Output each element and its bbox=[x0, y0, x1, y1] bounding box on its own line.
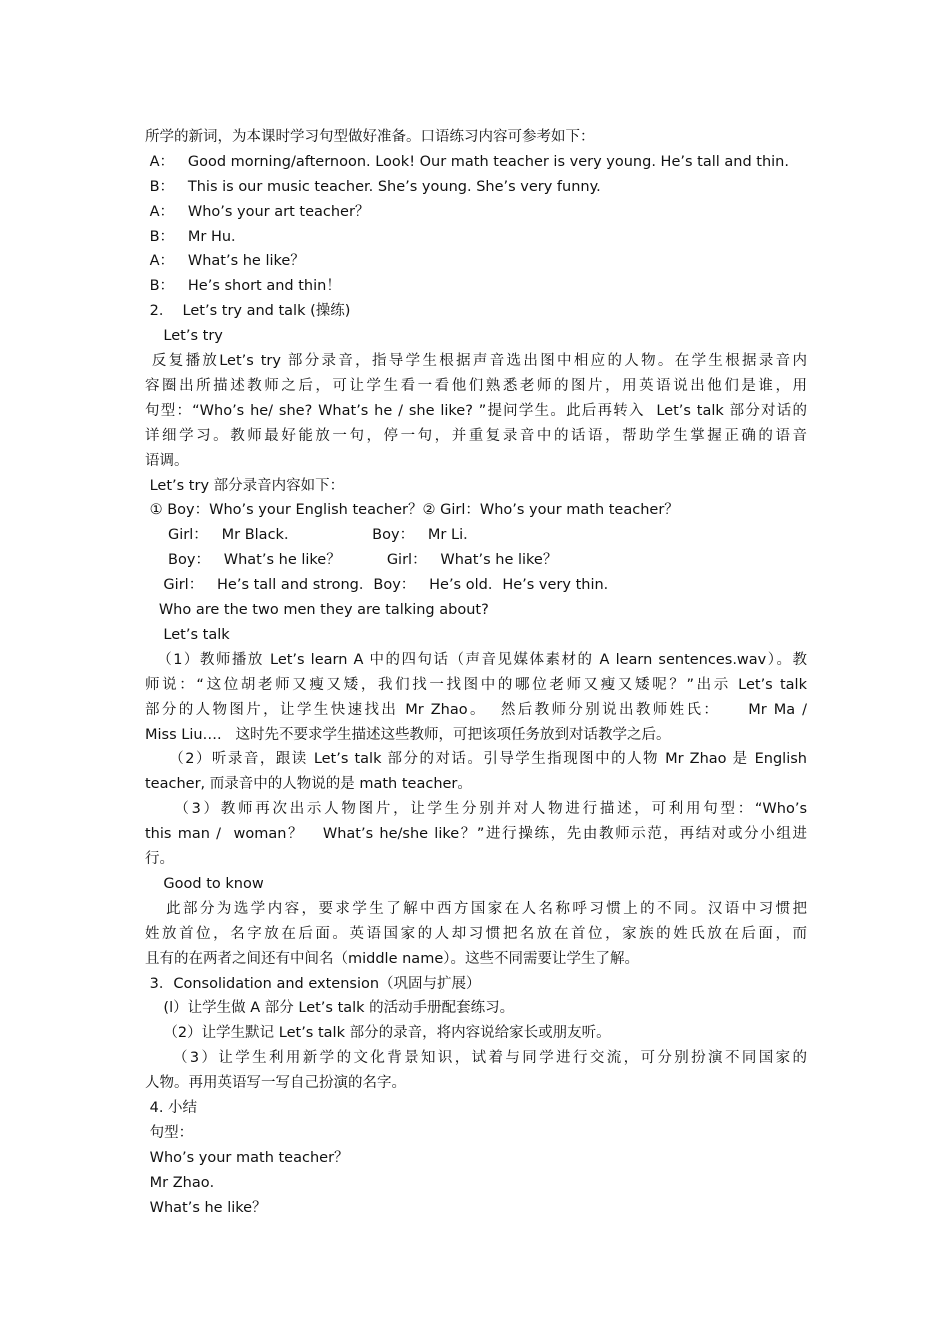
text-line: 语调。 bbox=[145, 452, 189, 469]
paragraph bbox=[145, 1046, 807, 1096]
text-line: 句型：“Who’s he/ she? What’s he / she like? ”提问学生。此后再转入 Let’s talk 部分对话的 bbox=[145, 402, 807, 419]
text-line: Miss Liu…. 这时先不要求学生描述这些教师，可把该项任务放到对话教学之后。 bbox=[145, 726, 671, 743]
paragraph bbox=[145, 797, 807, 872]
dialogue-line: B： This is our music teacher. She’s young. She’s very funny. bbox=[145, 178, 601, 195]
text-line: Who’s your math teacher？ bbox=[145, 1149, 349, 1166]
text-line: 容圈出所描述教师之后，可让学生看一看他们熟悉老师的图片，用英语说出他们是谁，用 bbox=[145, 377, 807, 394]
dialogue-line: B： He’s short and thin！ bbox=[145, 278, 341, 295]
text-line: 且有的在两者之间还有中间名（middle name）。这些不同需要让学生了解。 bbox=[145, 950, 639, 967]
text-line: 师说：“这位胡老师又瘦又矮，我们找一找图中的哪位老师又瘦又矮呢？”出示 Let’s talk bbox=[145, 676, 807, 693]
text-line: （2）让学生默记 Let’s talk 部分的录音，将内容说给家长或朋友听。 bbox=[145, 1025, 611, 1042]
text-line: 人物。再用英语写一写自己扮演的名字。 bbox=[145, 1075, 406, 1092]
dialogue-line: ① Boy：Who’s your English teacher？② Girl：Who’s your math teacher？ bbox=[145, 502, 679, 519]
text-line: teacher, 而录音中的人物说的是 math teacher。 bbox=[145, 776, 472, 793]
text-line: （1）教师播放 Let’s learn A 中的四句话（声音见媒体素材的 A learn sentences.wav）。教 bbox=[145, 651, 807, 668]
text-line: 部分的人物图片，让学生快速找出 Mr Zhao。 然后教师分别说出教师姓氏： Mr Ma / bbox=[145, 701, 807, 718]
text-line: Let’s try 部分录音内容如下： bbox=[145, 477, 345, 494]
text-line: 句型： bbox=[145, 1124, 194, 1141]
text-line: （3）教师再次出示人物图片，让学生分别并对人物进行描述，可利用句型：“Who’s bbox=[145, 801, 807, 818]
subsection-heading: Good to know bbox=[145, 875, 264, 892]
text-line: （2）听录音，跟读 Let’s talk 部分的对话。引导学生指现图中的人物 Mr Zhao 是 English bbox=[145, 751, 807, 768]
text-line: 所学的新词，为本课时学习句型做好准备。口语练习内容可参考如下： bbox=[145, 129, 595, 145]
paragraph bbox=[145, 747, 807, 797]
subsection-heading: Let’s talk bbox=[145, 626, 230, 643]
dialogue-line: Girl： He’s tall and strong．Boy： He’s old．He’s very thin． bbox=[145, 577, 619, 594]
paragraph bbox=[145, 349, 807, 474]
text-line: 行。 bbox=[145, 851, 174, 868]
text-line: this man / woman？ What’s he/she like？”进行操练，先由教师示范，再结对或分小组进 bbox=[145, 826, 807, 843]
dialogue-line: A： What’s he like？ bbox=[145, 253, 305, 270]
text-line: Who are the two men they are talking about? bbox=[145, 602, 489, 618]
dialogue-line: B： Mr Hu． bbox=[145, 228, 246, 245]
text-line: 反复播放Let’s try 部分录音，指导学生根据声音选出图中相应的人物。在学生根据录音内 bbox=[145, 353, 807, 370]
section-heading: 4. 小结 bbox=[145, 1100, 198, 1117]
section-heading: 3．Consolidation and extension（巩固与扩展） bbox=[145, 975, 481, 992]
text-line: Mr Zhao． bbox=[145, 1174, 225, 1191]
text-line: 姓放首位，名字放在后面。英语国家的人却习惯把名放在首位，家族的姓氏放在后面，而 bbox=[145, 925, 807, 942]
section-heading: 2． Let’s try and talk (操练) bbox=[145, 303, 351, 320]
text-line: What’s he like？ bbox=[145, 1199, 267, 1216]
dialogue-line: A： Who’s your art teacher？ bbox=[145, 203, 370, 220]
paragraph bbox=[145, 648, 807, 748]
text-line: 此部分为选学内容，要求学生了解中西方国家在人名称呼习惯上的不同。汉语中习惯把 bbox=[145, 900, 807, 917]
dialogue-line: Girl： Mr Black． Boy： Mr Li． bbox=[145, 527, 478, 544]
text-line: (l）让学生做 A 部分 Let’s talk 的活动手册配套练习。 bbox=[145, 1000, 515, 1017]
document-body bbox=[145, 125, 807, 1220]
dialogue-line: Boy： What’s he like？ Girl： What’s he like？ bbox=[145, 552, 558, 569]
dialogue-line: A： Good morning/afternoon. Look! Our math teacher is very young. He’s tall and thin. bbox=[145, 153, 789, 170]
subsection-heading: Let’s try bbox=[145, 328, 223, 345]
text-line: 详细学习。教师最好能放一句，停一句，并重复录音中的话语，帮助学生掌握正确的语音 bbox=[145, 427, 807, 444]
paragraph bbox=[145, 897, 807, 972]
text-line: （3）让学生利用新学的文化背景知识，试着与同学进行交流，可分别扮演不同国家的 bbox=[145, 1050, 807, 1067]
